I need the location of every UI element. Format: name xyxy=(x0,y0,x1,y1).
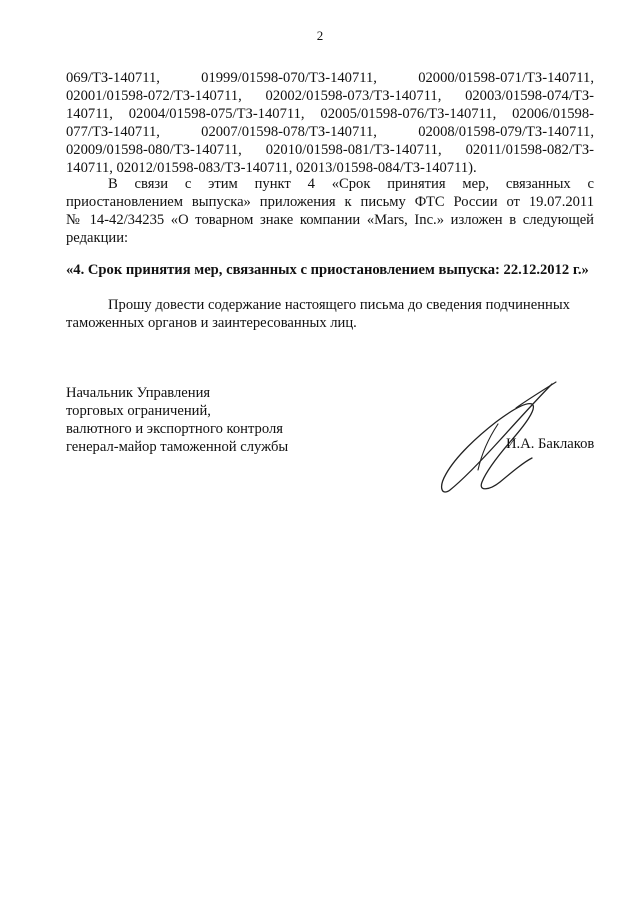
signer-title-line: торговых ограничений, xyxy=(66,403,211,419)
code-line: 069/ТЗ-140711, 01999/01598-070/ТЗ-140711, 02000/01598-071/ТЗ-140711, xyxy=(66,70,594,86)
paragraph-line: редакции: xyxy=(66,230,129,246)
page-number: 2 xyxy=(316,28,324,43)
paragraph-line: Прошу довести содержание настоящего письма до сведения подчиненных xyxy=(108,297,570,313)
paragraph-line: таможенных органов и заинтересованных лиц. xyxy=(66,315,357,331)
paragraph-request xyxy=(66,296,594,332)
signer-title-line: валютного и экспортного контроля xyxy=(66,421,283,437)
code-line: 077/ТЗ-140711, 02007/01598-078/ТЗ-140711, 02008/01598-079/ТЗ-140711, xyxy=(66,124,594,140)
paragraph-line: В связи с этим пункт 4 «Срок принятия мер, связанных с xyxy=(108,176,594,192)
code-line: 140711, 02004/01598-075/ТЗ-140711, 02005/01598-076/ТЗ-140711, 02006/01598- xyxy=(66,106,594,122)
signer-title-line: генерал-майор таможенной службы xyxy=(66,439,289,455)
code-line: 02009/01598-080/ТЗ-140711, 02010/01598-081/ТЗ-140711, 02011/01598-082/ТЗ- xyxy=(66,142,594,158)
signer-name: И.А. Баклаков xyxy=(506,436,595,452)
paragraph-line: № 14-42/34235 «О товарном знаке компании «Mars, Inc.» изложен в следующей xyxy=(66,212,594,228)
signer-title-line: Начальник Управления xyxy=(66,385,211,401)
paragraph-amendment xyxy=(66,175,594,247)
document-code-list xyxy=(66,69,594,177)
signer-title-block xyxy=(66,384,288,456)
bold-statement: «4. Срок принятия мер, связанных с приостановлением выпуска: 22.12.2012 г.» xyxy=(66,262,589,278)
code-line: 140711, 02012/01598-083/ТЗ-140711, 02013/01598-084/ТЗ-140711). xyxy=(66,160,477,176)
code-line: 02001/01598-072/ТЗ-140711, 02002/01598-073/ТЗ-140711, 02003/01598-074/ТЗ- xyxy=(66,88,594,104)
paragraph-line: приостановлением выпуска» приложения к письму ФТС России от 19.07.2011 xyxy=(66,194,594,210)
